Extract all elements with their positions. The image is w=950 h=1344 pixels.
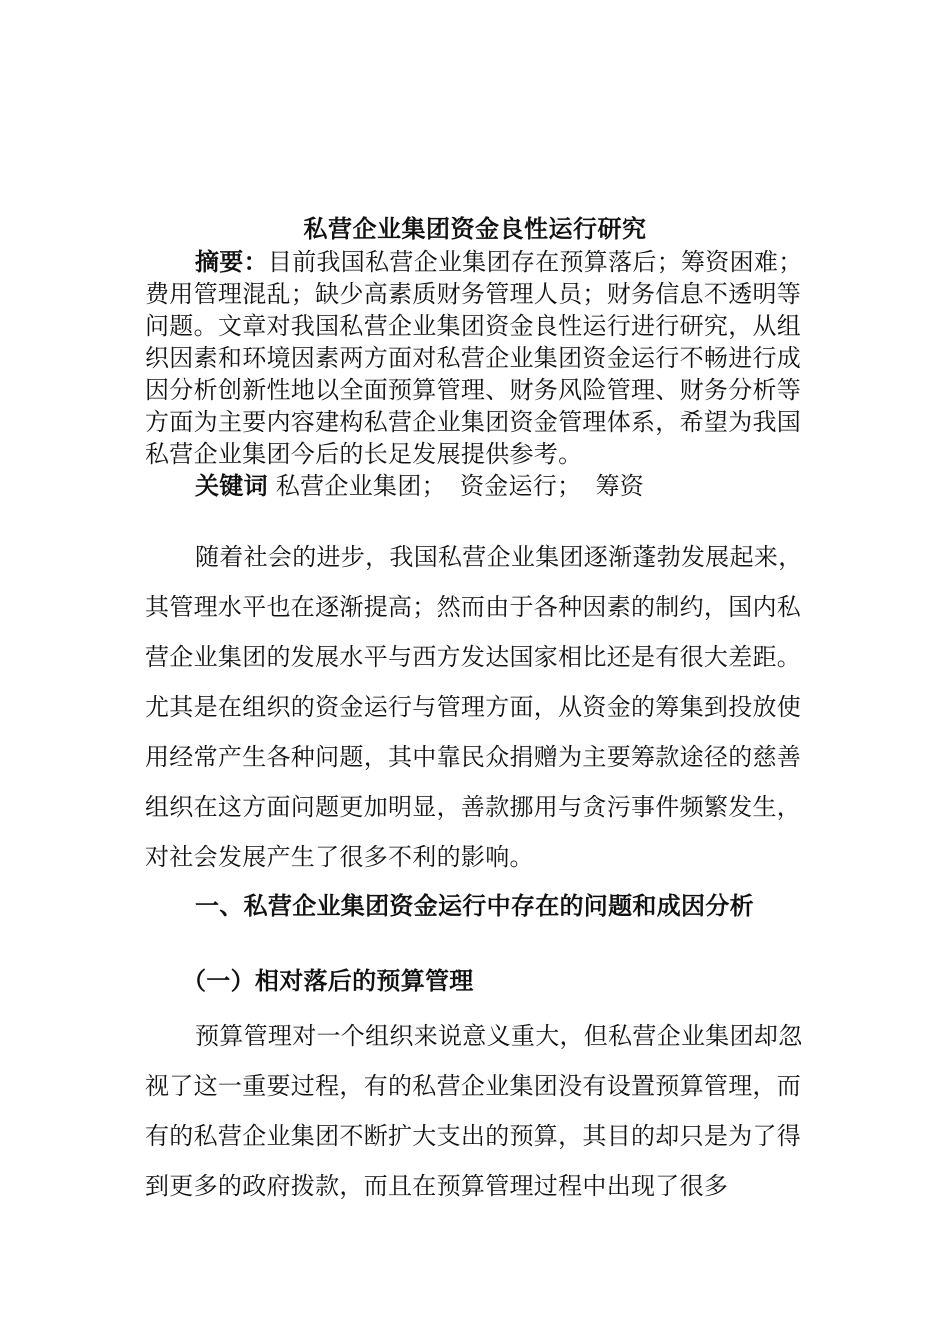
abstract-text: 目前我国私营企业集团存在预算落后；筹资困难；费用管理混乱；缺少高素质财务管理人员；财务信息不透明等问题。文章对我国私营企业集团资金良性运行进行研究，从组织因素和环境因素两方面对私营企业集团资金运行不畅进行成因分析创新性地以全面预算管理、财务风险管理、财务分析等方面为主要内容建构私营企业集团资金管理体系，希望为我国私营企业集团今后的长足发展提供参考。	[145, 248, 803, 468]
keyword-item: 筹资	[595, 472, 645, 500]
section-heading: 一、私营企业集团资金运行中存在的问题和成因分析	[195, 891, 754, 920]
abstract-label: 摘要：	[195, 247, 268, 276]
abstract-paragraph	[145, 246, 810, 470]
keyword-item: 私营企业集团；	[275, 472, 446, 500]
subsection-paragraph: 预算管理对一个组织来说意义重大，但私营企业集团却忽视了这一重要过程，有的私营企业集团没有设置预算管理，而有的私营企业集团不断扩大支出的预算，其目的却只是为了得到更多的政府拨款，而且在预算管理过程中出现了很多	[145, 1022, 803, 1200]
document-title: 私营企业集团资金良性运行研究	[303, 214, 647, 243]
keywords-label: 关键词	[195, 471, 268, 500]
keyword-item: 资金运行；	[459, 472, 582, 500]
keywords-line	[195, 470, 810, 502]
intro-paragraph: 随着社会的进步，我国私营企业集团逐渐蓬勃发展起来，其管理水平也在逐渐提高；然而由于各种因素的制约，国内私营企业集团的发展水平与西方发达国家相比还是有很大差距。尤其是在组织的资金运行与管理方面，从资金的筹集到投放使用经常产生各种问题，其中靠民众捐赠为主要筹款途径的慈善组织在这方面问题更加明显，善款挪用与贪污事件频繁发生，对社会发展产生了很多不利的影响。	[145, 543, 803, 871]
subsection-heading: （一）相对落后的预算管理	[182, 966, 474, 995]
